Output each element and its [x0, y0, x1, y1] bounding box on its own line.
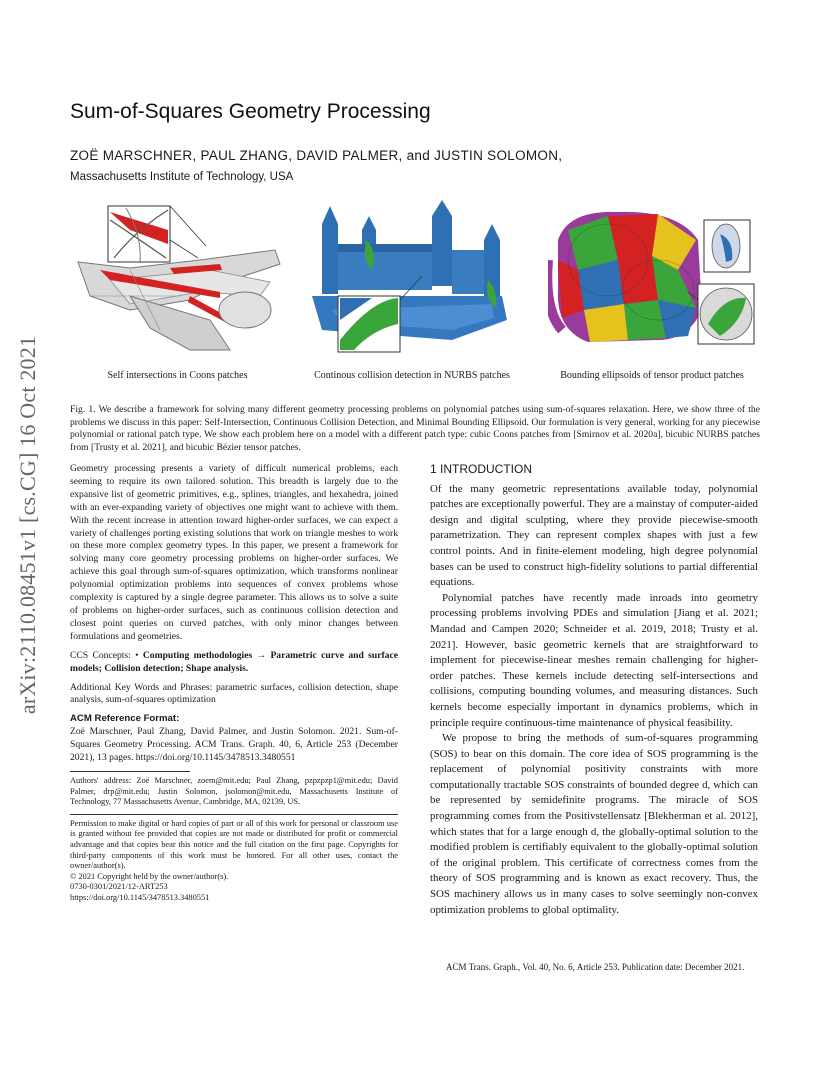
acm-ref-head: ACM Reference Format: — [70, 713, 180, 725]
doi-link[interactable]: https://doi.org/10.1145/3478513.3480551 — [70, 892, 210, 902]
ccs-prefix: CCS Concepts: • — [70, 649, 143, 661]
copyright: © 2021 Copyright held by the owner/author(s). — [70, 871, 229, 881]
subcaption-airplane: Self intersections in Coons patches — [107, 370, 248, 381]
intro-paragraph: Polynomial patches have recently made inroads into geometry processing problems involving PDEs and simulation [Jiang et al. 2021; Mandad and Campen 2020; Schneider et al. 2019, 2018; Trusty et al. 2021]. However, basic geometric kernels that are straightforward to implement for piecewise-linear meshes remain challenging for higher-order patches. These kernels include detecting self-intersections and collisions, computing bounding volumes, and measuring distances. Such kernels become especially important in dynamics problems, which in principle require continuous-time maintenance of physical feasibility. — [430, 591, 758, 729]
issn: 0730-0301/2021/12-ART253 — [70, 882, 168, 892]
airplane-illustration — [70, 200, 285, 360]
left-column — [70, 463, 398, 903]
acm-ref-text: Zoë Marschner, Paul Zhang, David Palmer, and Justin Solomon. 2021. Sum-of-Squares Geometry Processing. ACM Trans. Graph. 40, 6, Article 253 (December 2021), 13 pages. https://doi.org/10.1145/3478513.3480551 — [70, 726, 398, 764]
intro-paragraph: Of the many geometric representations available today, polynomial patches are exceptionally powerful. They are a mainstay of computer-aided design and digital sculpting, where they provide piecewise-smooth parametrization. They can represent complex shapes with just a few control points. And in finite-element modeling, high degree polynomial bases can be used to construct high-fidelity solutions to partial differential equations. — [430, 482, 758, 589]
affiliation: Massachusetts Institute of Technology, USA — [70, 171, 294, 183]
subcaption-castle: Continous collision detection in NURBS patches — [314, 370, 510, 381]
abstract: Geometry processing presents a variety of difficult numerical problems, each seeming to require its own tailored solution. This breadth is largely due to the expansive list of geometric primitives, e.g., splines, triangles, and hexahedra, joined with an ever-expanding variety of objectives one might want to achieve with them. With the recent increase in attention toward higher-order surfaces, we can expect a variety of challenges porting existing solutions that work on triangle meshes to work on these more complex geometry types. In this paper, we present a framework for solving many core geometry processing problems on higher-order surfaces. We achieve this goal through sum-of-squares optimization, which transforms nonlinear polynomial optimization problems into sequences of convex problems whose complexity is captured by a single degree parameter. This allows us to solve a suite of problems on higher-order surfaces, such as continuous collision detection and closest point queries on curved patches, with only minor changes between formulations and geometries. — [70, 463, 398, 642]
ccs-bold: Computing methodologies → Parametric curve and surface models; Collision detection; Shape analysis. — [70, 649, 398, 674]
author-list: ZOË MARSCHNER, PAUL ZHANG, DAVID PALMER, and JUSTIN SOLOMON, — [70, 148, 563, 163]
authors-address: Authors' address: Zoë Marschner, zoem@mit.edu; Paul Zhang, pzpzpzp1@mit.edu; David Palmer, drp@mit.edu; Justin Solomon, jsolomon@mit.edu, Massachusetts Institute of Technology, 77 Massachusetts Avenue, Cambridge, MA, 02139, US. — [70, 775, 398, 807]
ccs-concepts — [70, 650, 398, 676]
subcaption-elephant: Bounding ellipsoids of tensor product patches — [560, 370, 744, 381]
arxiv-stamp — [8, 290, 48, 760]
figure-panel-castle — [302, 200, 522, 360]
elephant-illustration — [548, 200, 760, 360]
paper-title: Sum-of-Squares Geometry Processing — [70, 100, 431, 123]
permission-notice: Permission to make digital or hard copies of part or all of this work for personal or classroom use is granted without fee provided that copies are not made or distributed for profit or commercial advantage and that copies bear this notice and the full citation on the first page. Copyrights for third-party components of this work must be honored. For all other uses, contact the owner/author(s). — [70, 818, 398, 871]
footnote-rule — [70, 771, 190, 772]
castle-illustration — [302, 200, 522, 360]
figure-panel-airplane — [70, 200, 285, 360]
arxiv-stamp-text: arXiv:2110.08451v1 [cs.CG] 16 Oct 2021 — [15, 335, 40, 715]
page-footer: ACM Trans. Graph., Vol. 40, No. 6, Article 253. Publication date: December 2021. — [446, 962, 745, 972]
permission-rule — [70, 814, 398, 815]
intro-paragraph: We propose to bring the methods of sum-of-squares programming (SOS) to bear on this domain. The core idea of SOS programming is the replacement of polynomial positivity constraints with more computationally tractable SOS constraints of bounded degree d, which can be represented by semidefinite programs. The miracle of SOS programming comes from the Positivstellensatz [Blekherman et al. 2012], which states that for a large enough d, the globally-optimal solution to the modified problem is certifiably equivalent to the globally-optimal solution of the original problem. This certificate of correctness comes from the theory of SOS programming and is known as exact recovery. Thus, the SOS machinery allows us in many cases to solve seemingly non-convex optimization problems to global optimality. — [430, 732, 758, 916]
right-column — [430, 462, 758, 918]
keywords: Additional Key Words and Phrases: parametric surfaces, collision detection, shape analysis, sum-of-squares optimization — [70, 681, 398, 706]
figure-caption: Fig. 1. We describe a framework for solving many different geometry processing problems on polynomial patches using sum-of-squares relaxation. Here, we show three of the problems we discuss in this paper: Self-Intersection, Continuous Collision Detection, and Minimal Bounding Ellipsoid. Our formulation is very general, working for any piecewise polynomial or rational patch type. We show each problem here on a model with a different patch type: cubic Coons patches from [Smirnov et al. 2020a], bicubic NURBS patches from [Trusty et al. 2021], and bicubic Bézier tensor patches. — [70, 404, 760, 453]
section-heading: 1 INTRODUCTION — [430, 462, 532, 476]
figure-panel-elephant — [548, 200, 760, 360]
